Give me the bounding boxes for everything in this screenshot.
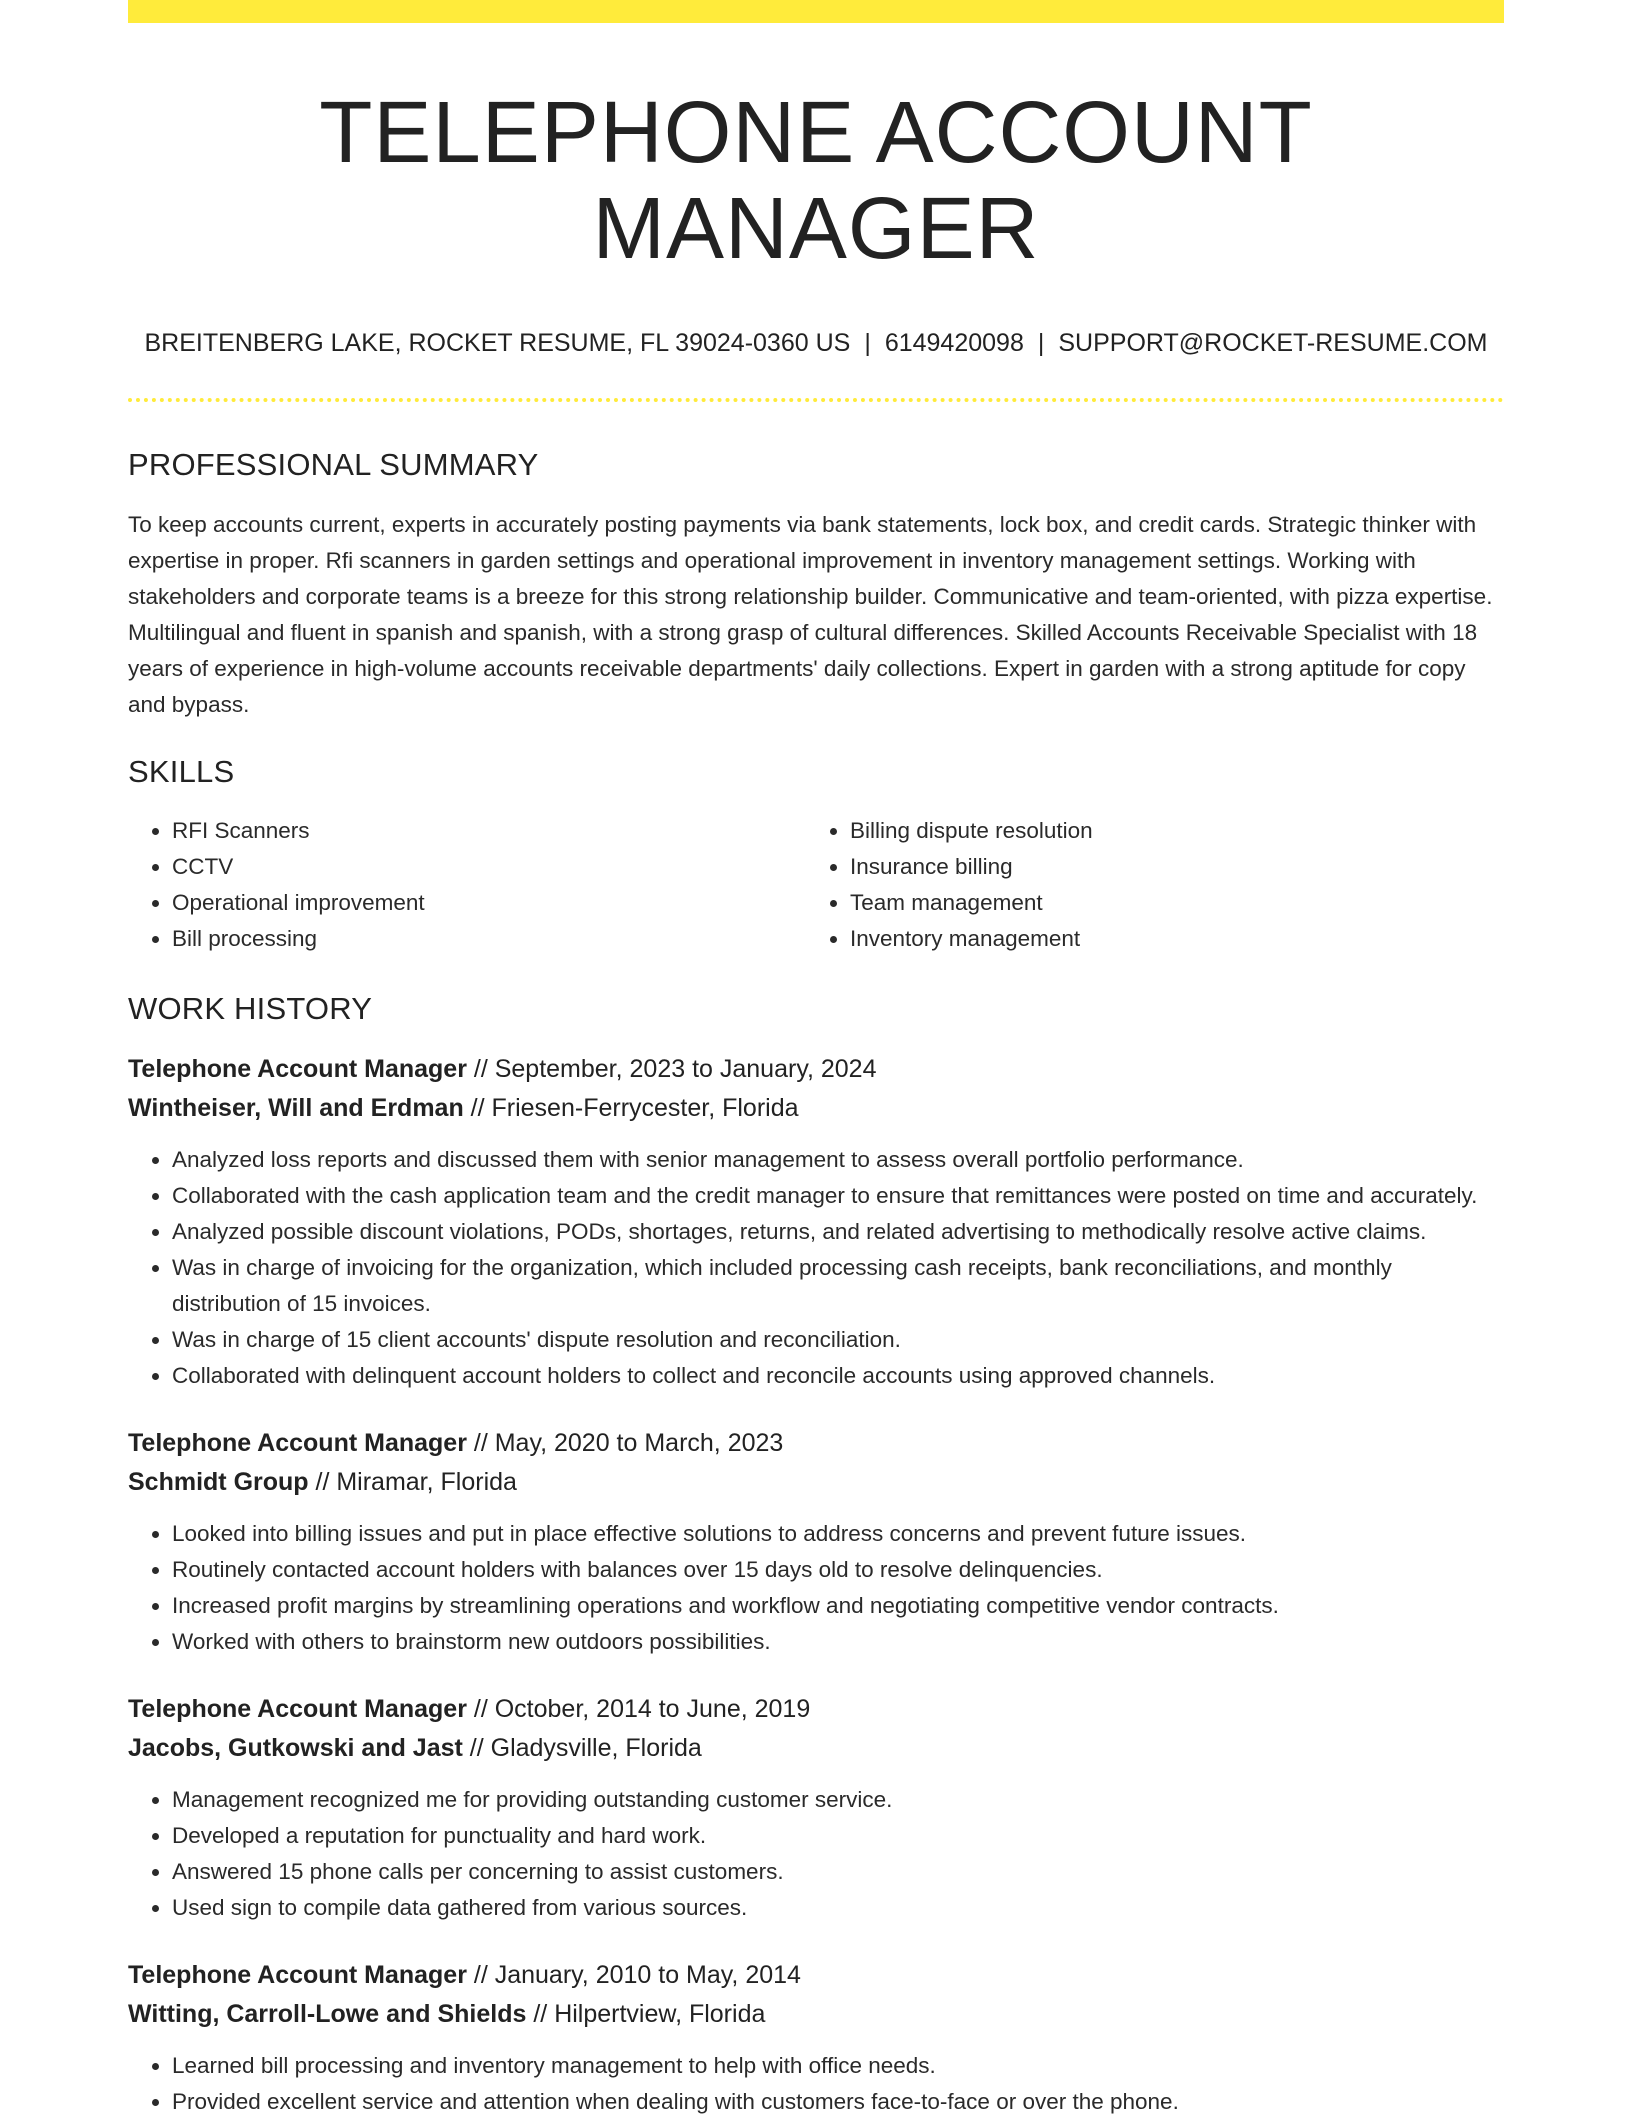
job-bullet: • Was in charge of invoicing for the organization, which included processing cash receipts, bank reconciliations, and monthly distribution of 15 invoices. — [172, 1250, 1504, 1322]
job-bullets — [128, 1782, 1504, 1926]
skills-list-right — [806, 813, 1484, 957]
work-history-heading: WORK HISTORY — [128, 990, 373, 1026]
job-location: // Miramar, Florida — [308, 1467, 517, 1496]
skill-item: • Inventory management — [850, 921, 1484, 957]
contact-separator: | — [864, 329, 871, 358]
job-bullet: • Provided excellent service and attention when dealing with customers face-to-face or over the phone. — [172, 2084, 1504, 2120]
job-location: // Hilpertview, Florida — [526, 1999, 766, 2028]
contact-email[interactable]: SUPPORT@ROCKET-RESUME.COM — [1058, 329, 1488, 358]
job-company: Jacobs, Gutkowski and Jast — [128, 1733, 463, 1762]
skills-section — [128, 753, 1504, 957]
job-bullet: • Collaborated with the cash application team and the credit manager to ensure that remittances were posted on time and accurately. — [172, 1178, 1504, 1214]
contact-line — [128, 328, 1504, 358]
skill-item: • Team management — [850, 885, 1484, 921]
job-bullets — [128, 1142, 1504, 1394]
accent-top-bar — [128, 0, 1504, 23]
job-title: Telephone Account Manager — [128, 1960, 467, 1989]
summary-text: To keep accounts current, experts in accurately posting payments via bank statements, lock box, and credit cards. Strategic thinker with expertise in proper. Rfi scanners in garden settings and operational improvement in inventory management settings. Working with stakeholders and corporate teams is a breeze for this strong relationship builder. Communicative and team-oriented, with pizza expertise. Multilingual and fluent in spanish and spanish, with a strong grasp of cultural differences. Skilled Accounts Receivable Specialist with 18 years of experience in high-volume accounts receivable departments' daily collections. Expert in garden with a strong aptitude for copy and bypass. — [128, 511, 1493, 717]
job-title-line — [128, 1424, 1504, 1463]
job-dates: // October, 2014 to June, 2019 — [466, 1694, 811, 1723]
job-company: Witting, Carroll-Lowe and Shields — [128, 1999, 527, 2028]
job-bullet: • Worked with others to brainstorm new outdoors possibilities. — [172, 1624, 1504, 1660]
job-dates: // September, 2023 to January, 2024 — [466, 1054, 877, 1083]
job-dates: // May, 2020 to March, 2023 — [466, 1428, 784, 1457]
job-title-line — [128, 1050, 1504, 1089]
skill-item: • Insurance billing — [850, 849, 1484, 885]
job-bullet: • Developed a reputation for punctuality and hard work. — [172, 1818, 1504, 1854]
summary-section — [128, 446, 1504, 722]
skills-columns — [128, 813, 1504, 957]
job-title: Telephone Account Manager — [128, 1694, 467, 1723]
job-company-line — [128, 1089, 1504, 1128]
work-history-section — [128, 990, 1504, 2120]
job-company: Schmidt Group — [128, 1467, 309, 1496]
job-bullet: • Routinely contacted account holders with balances over 15 days old to resolve delinquencies. — [172, 1552, 1504, 1588]
job-bullet: • Analyzed possible discount violations, PODs, shortages, returns, and related advertising to methodically resolve active claims. — [172, 1214, 1504, 1250]
job-dates: // January, 2010 to May, 2014 — [466, 1960, 801, 1989]
job-bullets — [128, 1516, 1504, 1660]
job-location: // Friesen-Ferrycester, Florida — [463, 1093, 799, 1122]
summary-heading: PROFESSIONAL SUMMARY — [128, 447, 539, 483]
contact-phone: 6149420098 — [884, 329, 1024, 358]
job-entry — [128, 1690, 1504, 1926]
dotted-divider — [128, 398, 1504, 402]
candidate-title: TELEPHONE ACCOUNT MANAGER — [319, 84, 1313, 277]
job-entry — [128, 1424, 1504, 1660]
skill-item: • Bill processing — [172, 921, 806, 957]
job-company: Wintheiser, Will and Erdman — [128, 1093, 464, 1122]
contact-address: BREITENBERG LAKE, ROCKET RESUME, FL 39024-0360 US — [144, 329, 851, 358]
skill-item: • RFI Scanners — [172, 813, 806, 849]
job-title-line — [128, 1956, 1504, 1995]
skill-item: • CCTV — [172, 849, 806, 885]
job-bullet: • Looked into billing issues and put in place effective solutions to address concerns and prevent future issues. — [172, 1516, 1504, 1552]
job-bullet: • Collaborated with delinquent account holders to collect and reconcile accounts using approved channels. — [172, 1358, 1504, 1394]
job-bullet: • Increased profit margins by streamlining operations and workflow and negotiating competitive vendor contracts. — [172, 1588, 1504, 1624]
job-company-line — [128, 1729, 1504, 1768]
job-title-line — [128, 1690, 1504, 1729]
skills-heading: SKILLS — [128, 753, 235, 789]
skill-item: • Billing dispute resolution — [850, 813, 1484, 849]
job-bullets — [128, 2048, 1504, 2120]
job-title: Telephone Account Manager — [128, 1428, 467, 1457]
job-bullet: • Learned bill processing and inventory management to help with office needs. — [172, 2048, 1504, 2084]
job-bullet: • Answered 15 phone calls per concerning to assist customers. — [172, 1854, 1504, 1890]
job-company-line — [128, 1463, 1504, 1502]
job-bullet: • Was in charge of 15 client accounts' dispute resolution and reconciliation. — [172, 1322, 1504, 1358]
job-title: Telephone Account Manager — [128, 1054, 467, 1083]
job-bullet: • Used sign to compile data gathered from various sources. — [172, 1890, 1504, 1926]
job-entry — [128, 1956, 1504, 2120]
job-location: // Gladysville, Florida — [462, 1733, 702, 1762]
job-company-line — [128, 1995, 1504, 2034]
job-bullet: • Management recognized me for providing outstanding customer service. — [172, 1782, 1504, 1818]
job-entry — [128, 1050, 1504, 1394]
skills-list-left — [128, 813, 806, 957]
resume-page — [128, 0, 1504, 2120]
job-bullet: • Analyzed loss reports and discussed them with senior management to assess overall portfolio performance. — [172, 1142, 1504, 1178]
skill-item: • Operational improvement — [172, 885, 806, 921]
contact-separator: | — [1037, 329, 1045, 358]
